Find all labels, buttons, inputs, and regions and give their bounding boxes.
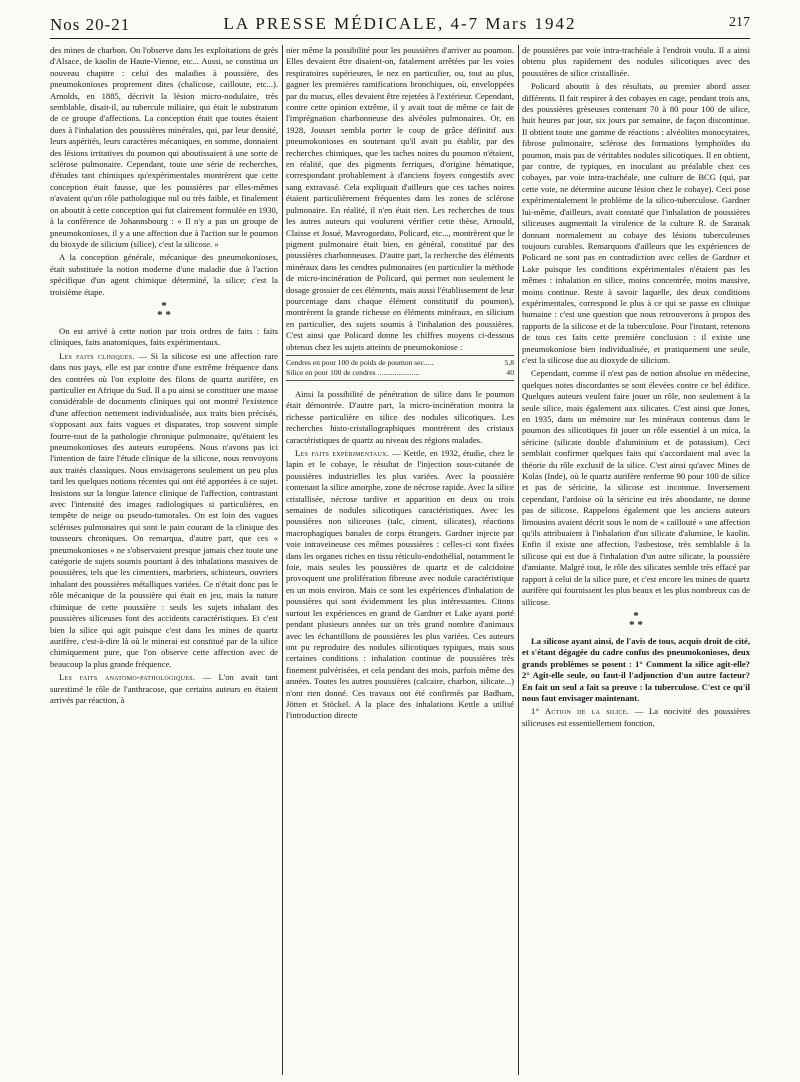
section-text: — L'on avait tant surestimé le rôle de l'anthracose, que certains auteurs en étaient arrivés par réaction, à — [50, 672, 278, 705]
paragraph: nier même la possibilité pour les poussières d'arriver au poumon. Elles devaient être disaient-on, fatalement arrêtées par les voies respiratoires supérieures, le nez en particulier, ou, tout au plus, gagner les premières ramifications bronchiques, où, enveloppées par du mucus, elles devaient être rejetées à l'extérieur. Cependant, contre cette opinion extrême, il y avait tout de même ce fait de l'imprégnation charbonneuse des alvéoles pulmonaires. Or, en 1928, Jousset sembla porter le coup de grâce définitif aux pneumokonioses en soutenant qu'il avait pu établir, par des recherches chimiques, que les taches noires du poumon n'étaient, en réalité, que des pigments ferriques, d'origine hématique, correspondant probablement à d'anciens foyers congestifs avec sang extravasé. Cela expliquait d'ailleurs que ces taches noires étaient particulièrement fréquentes dans les zones de sclérose pulmonaire. En réalité, il n'en était rien. Les recherches de tous les autres auteurs qui voulurent vérifier cette thèse, Arnould, Claisse et Josué, Mavrogordato, Policard, etc..., montrèrent que le pigment pulmonaire était bien, en général, constitué par des poussières charbonneuses. D'autre part, la recherche des éléments minéraux dans les cendres pulmonaires (en particulier la méthode de micro-incinération de Policard, qui permet non seulement le dosage grossier de ces éléments, mais aussi l'établissement de leur pourcentage dans chaque élément constitutif du poumon), montrèrent la grande richesse en éléments minéraux, en silicium en particulier, des sujets soumis à l'inhalation des poussières. C'est ainsi que Policard donne les chiffres moyens ci-dessous obtenus chez les sujets atteints de pneumokoniose : — [286, 45, 514, 352]
column-2 — [286, 45, 514, 1075]
section-text: — Kettle, en 1932, étudie, chez le lapin et le cobaye, le résultat de l'injection sous-cutanée de poussières industrielles les plus variées. Avec la poussière contenant la silice amorphe, zone de nécrose rapide. Avec la silice cristallisée, nécrose tardive et apparition en deux ou trois semaines de nodules silicotiques caractéristiques. Avec les poussières non siliceuses (talc, ciment, silicates), réactions macrophagiques banales de corps étrangers. Gardner injecte par voie intraveineuse ces mêmes poussières : celles-ci sont fixées dans les organes riches en tissu réticulo-endothélial, notamment le foie, mais seules les poussières de quartz et de calcidoine provoquent une prolifération fibreuse avec nodule caractéristique en un mois environ. Mais ce sont les expériences d'inhalation de poussières qui sont évidemment les plus intéressantes. Citons surtout les expériences en grand de Gardner et Lake ayant porté pendant plusieurs années sur un très grand nombre d'animaux avec les échantillons de poussières les plus variées. Ces auteurs ont pu reproduire des nodules silicotiques typiques, mais sous certaines conditions : inhalation continue de poussières très finement pulvérisées, et cela pendant des mois, parfois même des années. Toutes les autres poussières (calcaire, charbon, silicate...) n'ont rien donné. Ces travaux ont été confirmés par Badham, Jötten et Stöckel. A la place des inhalations Kettle a utilisé l'introduction directe — [286, 448, 514, 721]
table-cell-value: 40 — [506, 367, 514, 377]
section-text: — Si la silicose est une affection rare dans nos pays, elle est par contre d'une extrême fréquence dans des contrées où l'on exploite des filons de quartz aurifère, en particulier en Afrique du Sud. Il a pu ainsi se constituer une masse considérable de documents cliniques qui ont montré l'existence d'une affection nettement individualisée, aux traits bien précisés, s'opposant aux faits vagues et disparates, trop souvent simple fourre-tout de la pathologie chronique pulmonaire, qu'étaient les pneumokonioses des auteurs européens. Nous n'avons pas ici l'intention de faire l'étude clinique de la silicose, nous renvoyons aux traités classiques. Nous envisagerons seulement un peu plus tard les quelques notions récentes qui ont été apportées à ce sujet. Insistons sur la longue latence clinique de l'affection, contrastant avec l'intensité des images radiologiques si particulières, en tempête de neige ou pseudo-tumorales. On est loin des vagues scléroses pulmonaires qui sont le pain courant de la clinique des tousseurs chroniques. On remarqua, d'autre part, que ces « pneumokonioses » ne s'observaient presque jamais chez toute une catégorie de sujets soumis pourtant à des inhalations massives de poussières, tels que les cimentiers, marbriers, schisteurs, ouvriers inhalant des poussières métalliques variées. Ce n'était donc pas le rôle mécanique de la poussière qui était en jeu, mais la nature chimique de cette poussière : seuls les sujets inhalant des poussières siliceuses font des accidents caractéristiques. Et c'est bien la silice qui agit puisque c'est dans les mines de quartz aurifère, c'est-à-dire là où le minerai est constitué par de la silice chimiquement pure, que l'on observe cette affection avec de beaucoup la plus grande fréquence. — [50, 350, 278, 669]
paragraph: des mines de charbon. On l'observe dans les exploitations de grès d'Alsace, de kaolin de Haute-Vienne, etc... Aussi, se constitua un nouveau chapitre : celui des maladies à poussière, des pneumokonioses proprement dites (chalicose, cailloute, etc...). Arnolds, en 1885, décrivit la lésion micro-nodulaire, très semblable, disait-il, au tubercule miliaire, qui était le substratum de ce groupe d'affections. La conception était que toutes étaient dues à l'inhalation des poussières minérales, qui, par leur densité, leurs aspérités, leurs caractères mécaniques, en somme, donnaient des lésions irritatives du poumon qui aboutissaient à une sorte de sclérose pulmonaire. Cependant, toute une série de recherches, d'études tant chimiques qu'expérimentales montrèrent que cette conception était fausse, que les poussières par elles-mêmes n'avaient qu'un rôle pathologique nul ou très faible, et finalement on aboutit à cette conception qui fut clairement formulée en 1930, à la conférence de Johannsbourg : « Il n'y a pas un groupe de pneumokonioses, il y a une affection due à l'action sur le poumon du bioxyde de silicium (silice), c'est la silicose. » — [50, 45, 278, 249]
data-table — [286, 355, 514, 381]
section-heading: Les faits expérimentaux. — [295, 448, 390, 458]
paragraph-faits-cliniques — [50, 351, 278, 670]
issue-numbers: Nos 20-21 — [50, 15, 131, 34]
table-cell-value: 5,8 — [504, 357, 514, 367]
section-separator: * * * — [157, 299, 171, 321]
section-text: — La nocivité des poussières siliceuses est essentiellement fonction, — [522, 706, 750, 728]
paragraph-action-silice — [522, 706, 750, 729]
column-3 — [522, 45, 750, 1075]
paragraph: de poussières par voie intra-trachéale à l'endroit voulu. Il a ainsi obtenu plus rapidement des nodules silicotiques avec des poussières de silice cristallisée. — [522, 45, 750, 78]
page-header — [50, 14, 750, 39]
article-columns — [50, 45, 750, 1075]
section-heading: Les faits anatomo-pathologiques. — [59, 672, 196, 683]
table-cell-label: Cendres en pour 100 de poids de poumon sec..... — [286, 357, 434, 367]
section-heading: 1° Action de la silice. — [531, 706, 630, 717]
table-cell-label: Silice en pour 100 de cendres ...................... — [286, 367, 420, 377]
paragraph: A la conception générale, mécanique des pneumokonioses, était substituée la notion moderne d'une maladie due à l'action spécifique d'un agent chimique déterminé, la silice; c'est la troisième étape. — [50, 252, 278, 297]
column-divider — [518, 45, 519, 1075]
paragraph-faits-anatomo — [50, 672, 278, 706]
paragraph: On est arrivé à cette notion par trois ordres de faits : faits cliniques, faits anatomiques, faits expérimentaux. — [50, 325, 278, 348]
section-heading: Les faits cliniques. — [59, 350, 135, 361]
paragraph: Ainsi la possibilité de pénétration de silice dans le poumon était démontrée. D'autre part, la micro-incinération montra la richesse particulière en silice des nodules silicotiques. Les recherches histo-cristallographiques montrèrent des cristaux caractéristiques de quartz au niveau des régions malades. — [286, 388, 514, 445]
table-row — [286, 358, 514, 368]
section-separator: * * * — [629, 609, 643, 631]
journal-title: LA PRESSE MÉDICALE, 4-7 Mars 1942 — [223, 14, 577, 33]
paragraph: Cependant, comme il n'est pas de notion absolue en médecine, quelques notes discordantes se sont élevées contre ce bel édifice. Quelques auteurs veulent faire jouer un rôle, non seulement à la seule silice, mais également aux silicates. C'est ainsi que Jones, en 1935, dans un mémoire sur les minéraux contenus dans le poumon des silicotiques fit jouer un rôle essentiel à un mica, la séricine (silicate double d'aluminium et de potassium). Ceci semblait confirmer quelques faits qui s'accordaient mal avec la théorie du rôle exclusif de la silice. C'est ainsi qu'avec Mines de Kolas (Inde), où le quartz aurifère renferme 90 pour 100 de silice et pas de séricine, la silicose est inconnue. Inversement cependant, l'ardoise où la séricine est très abondante, ne donne pas de silicose. Rappelons également que les anciens auteurs limousins avaient décrit sous le nom de « caillouté » une affection qu'ils attribuaient à l'inhalation d'un silicate d'alumine, le kaolin. Enfin il existe une affection, l'asbestose, très semblable à la silicose qui est due à l'inhalation d'un autre silicate, la poussière d'amiante. Malgré tout, le rôle des silicates semble très effacé par rapport à celui de la silice pure, et c'est encore les mines de quartz aurifère qui fournissent les plus beaux et les plus nombreux cas de silicose. — [522, 368, 750, 607]
page-number: 217 — [729, 15, 750, 30]
paragraph-faits-experimentaux — [286, 448, 514, 722]
paragraph: La silicose ayant ainsi, de l'avis de tous, acquis droit de cité, et s'étant dégagée du cadre confus des pneumokonioses, deux grands problèmes se posent : 1° Comment la silice agit-elle? 2° Agit-elle seule, ou faut-il l'adjonction d'un autre facteur? En fait un seul a fait sa preuve : la tuberculose. C'est ce qu'il nous faut envisager maintenant. — [522, 635, 750, 703]
paragraph: Policard aboutit à des résultats, au premier abord assez différents. Il fait respirer à des cobayes en cage, pendant trois ans, des poussières grèseuses contenant 70 à 80 pour 100 de silice, huit heures par jour, six jours par semaine, de façon discontinue. Il obtient toute une gamme de réactions : alvéolites monocytaires, fibrose pulmonaire, sclérose des formations lymphoïdes du poumon, mais pas de véritables nodules silicotiques. Il en obtient, par contre, de typiques, en inoculant au préalable chez ces cobayes, par voie intra-trachéale, une culture de BCG (qui, par cette voie, ne détermine aucune lésion chez le cobaye). Ceci pose expérimentalement le problème de la silico-tuberculose. Gardner lui-même, d'ailleurs, avait constaté que l'inhalation de poussières siliceuses augmentait la virulence de la culture R. de Saranak donnant normalement au cobaye des lésions tuberculeuses toujours curables. Remarquons d'ailleurs que les expériences de Policard ne sont pas en contradiction avec celles de Gardner et Lake puisque les conditions expérimentales n'étaient pas les mêmes : inhalation en silice, moins concentrée, moins massive, moins continue. Reste à savoir laquelle, des deux conditions expérimentales, correspond le plus à ce qui se passe en clinique humaine : c'est une question que nous retrouverons à propos des rapports de la silicose et de la tuberculose. Pour l'instant, retenons de tous ces faits cette première conclusion : il existe une pneumokoniose bien individualisée, et pratiquement une seule, c'est la silicose due au dioxyde de silicium. — [522, 81, 750, 365]
table-row — [286, 368, 514, 378]
column-1 — [50, 45, 278, 1075]
column-divider — [282, 45, 283, 1075]
